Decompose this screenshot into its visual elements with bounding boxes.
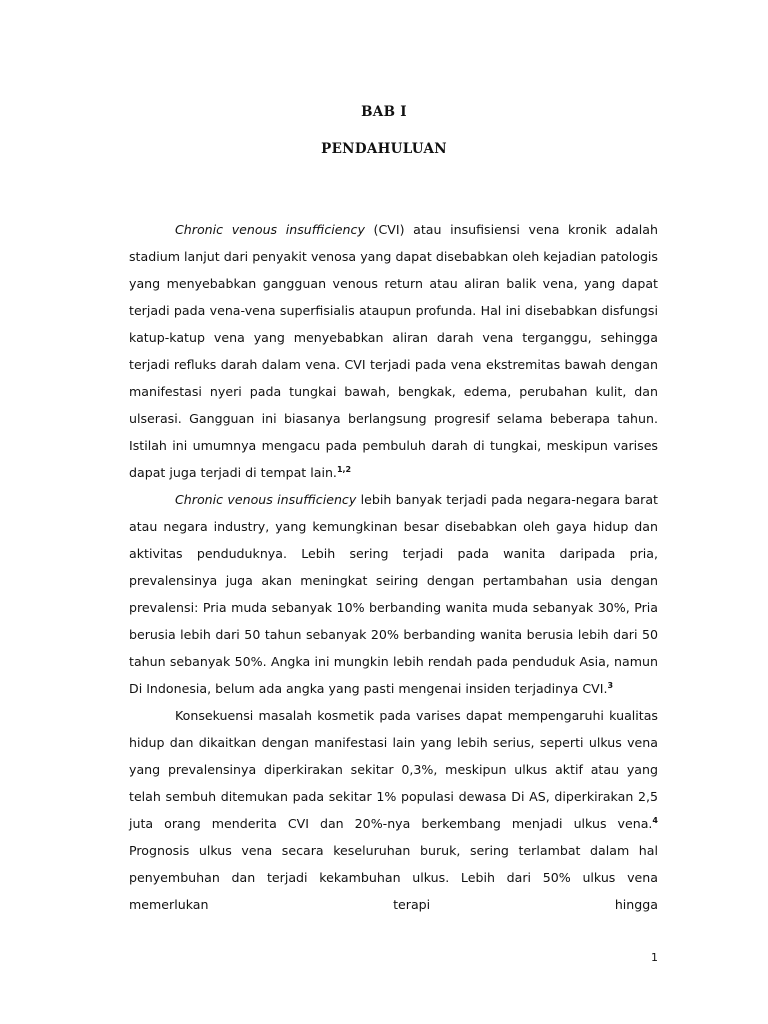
- citation-superscript: 1,2: [336, 465, 352, 474]
- italic-term: Chronic venous insufficiency: [175, 492, 357, 507]
- paragraph-text: lebih banyak terjadi pada negara-negara barat atau negara industry, yang kemungkinan besar disebabkan oleh gaya hidup dan aktivitas penduduknya. Lebih sering terjadi pada wanita daripada pria, prevalensinya juga akan meningkat seiring dengan pertambahan usia dengan prevalensi: Pria muda sebanyak 10% berbanding wanita muda sebanyak 30%, Pria berusia lebih dari 50 tahun sebanyak 20% berbanding wanita berusia lebih dari 50 tahun sebanyak 50%. Angka ini mungkin lebih rendah pada penduduk Asia, namun Di Indonesia, belum ada angka yang pasti mengenai insiden terjadinya CVI.: [129, 492, 658, 696]
- paragraph-2: [129, 486, 658, 702]
- citation-superscript: 4: [652, 816, 658, 825]
- body-text: [129, 216, 658, 918]
- page-number: 1: [651, 951, 658, 964]
- paragraph-text: (CVI) atau insufisiensi vena kronik adalah stadium lanjut dari penyakit venosa yang dapat disebabkan oleh kejadian patologis yang menyebabkan gangguan venous return atau aliran balik vena, yang dapat terjadi pada vena-vena superfisialis ataupun profunda. Hal ini disebabkan disfungsi katup-katup vena yang menyebabkan aliran darah vena terganggu, sehingga terjadi refluks darah dalam vena. CVI terjadi pada vena ekstremitas bawah dengan manifestasi nyeri pada tungkai bawah, bengkak, edema, perubahan kulit, dan ulserasi. Gangguan ini biasanya berlangsung progresif selama beberapa tahun. Istilah ini umumnya mengacu pada pembuluh darah di tungkai, meskipun varises dapat juga terjadi di tempat lain.: [129, 222, 658, 480]
- paragraph-1: [129, 216, 658, 486]
- paragraph-3: [129, 702, 658, 918]
- citation-superscript: 3: [607, 681, 614, 690]
- italic-term: Chronic venous insufficiency: [175, 222, 365, 237]
- chapter-number: BAB I: [361, 104, 407, 120]
- paragraph-text: Prognosis ulkus vena secara keseluruhan buruk, sering terlambat dalam hal penyembuhan dan terjadi kekambuhan ulkus. Lebih dari 50% ulkus vena memerlukan terapi hingga: [129, 843, 658, 912]
- chapter-title: PENDAHULUAN: [321, 141, 447, 157]
- paragraph-text: Konsekuensi masalah kosmetik pada varises dapat mempengaruhi kualitas hidup dan dikaitkan dengan manifestasi lain yang lebih serius, seperti ulkus vena yang prevalensinya diperkirakan sekitar 0,3%, meskipun ulkus aktif atau yang telah sembuh ditemukan pada sekitar 1% populasi dewasa Di AS, diperkirakan 2,5 juta orang menderita CVI dan 20%-nya berkembang menjadi ulkus vena.: [129, 708, 658, 831]
